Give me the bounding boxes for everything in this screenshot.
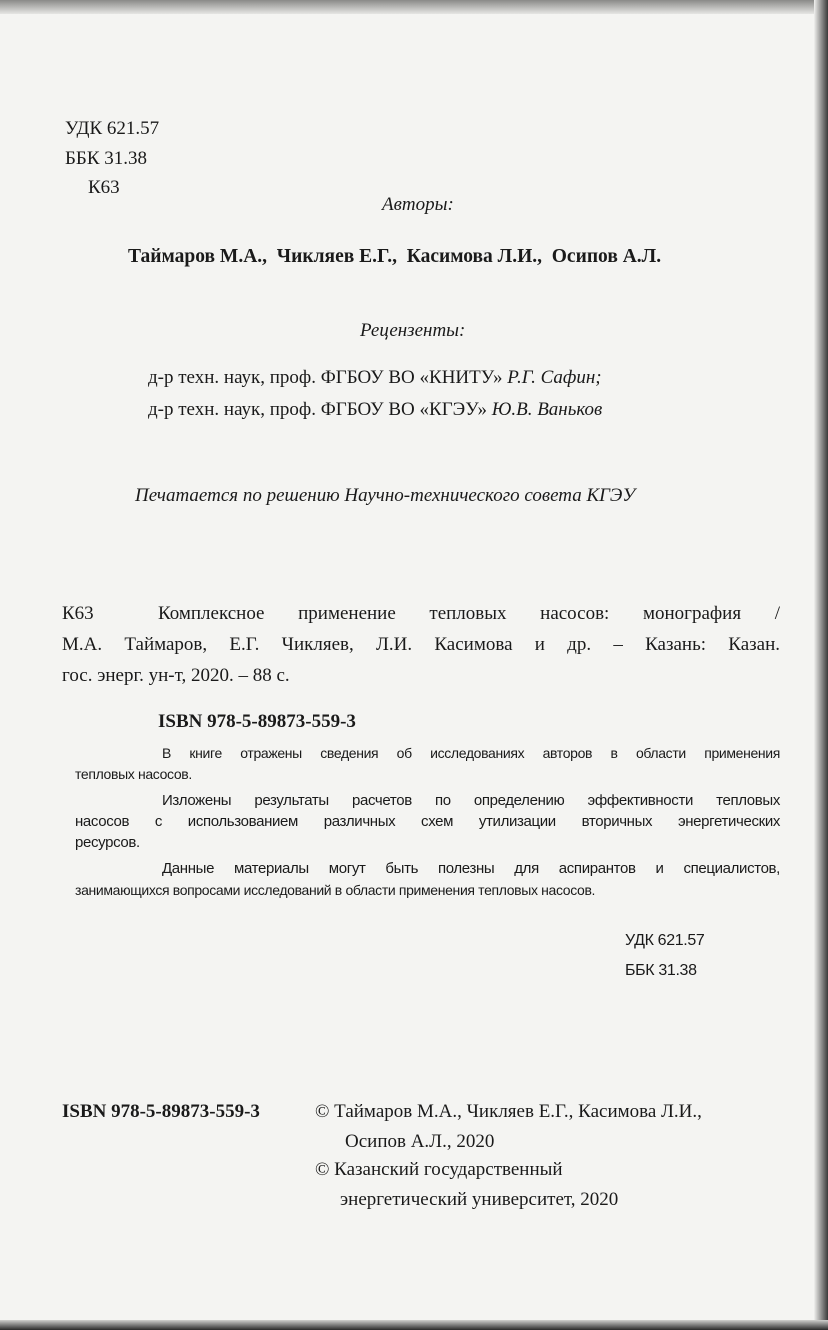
abstract-line: занимающихся вопросами исследований в области применения тепловых насосов.: [75, 882, 596, 898]
authors-label: Авторы:: [382, 194, 454, 215]
bib-mark: К63: [62, 603, 94, 624]
reviewer-name: Р.Г. Сафин;: [507, 367, 602, 388]
reviewer-title: д-р техн. наук, проф. ФГБОУ ВО «КГЭУ»: [148, 399, 487, 420]
bib-line: гос. энерг. ун-т, 2020. – 88 с.: [62, 665, 290, 686]
reviewer-line: [148, 399, 602, 421]
copyright-line: © Таймаров М.А., Чикляев Е.Г., Касимова Л.И.,: [315, 1101, 702, 1122]
authors-list: [128, 246, 661, 268]
page-top-shadow: [0, 0, 828, 14]
author-mark: К63: [88, 177, 120, 198]
bib-line: М.А. Таймаров, Е.Г. Чикляев, Л.И. Касимова и др. – Казань: Казан.: [62, 634, 780, 655]
isbn: ISBN 978-5-89873-559-3: [158, 711, 356, 732]
copyright-line: © Казанский государственный: [315, 1159, 563, 1180]
print-note: Печатается по решению Научно-технического совета КГЭУ: [135, 485, 636, 506]
footer-bbk: ББК 31.38: [625, 962, 697, 979]
abstract-line: Данные материалы могут быть полезны для аспирантов и специалистов,: [162, 860, 780, 877]
copyright-line: энергетический университет, 2020: [340, 1189, 619, 1210]
abstract-line: тепловых насосов.: [75, 766, 192, 782]
reviewer-name: Ю.В. Ваньков: [491, 399, 603, 420]
abstract-line: В книге отражены сведения об исследованиях авторов в области применения: [162, 745, 780, 761]
page-bottom-edge: [0, 1320, 828, 1330]
copyright-line: Осипов А.Л., 2020: [345, 1131, 495, 1152]
abstract-line: Изложены результаты расчетов по определению эффективности тепловых: [162, 792, 780, 809]
author: Осипов А.Л.: [551, 246, 662, 267]
bbk-code: ББК 31.38: [65, 148, 147, 169]
page-right-edge: [814, 0, 828, 1330]
abstract-line: ресурсов.: [75, 834, 140, 851]
author: Таймаров М.А.,: [128, 246, 268, 267]
copyright-isbn: ISBN 978-5-89873-559-3: [62, 1101, 260, 1122]
reviewer-title: д-р техн. наук, проф. ФГБОУ ВО «КНИТУ»: [148, 367, 503, 388]
author: Чикляев Е.Г.,: [276, 246, 397, 267]
reviewer-line: [148, 367, 602, 389]
bib-line: Комплексное применение тепловых насосов: монография /: [158, 603, 780, 624]
udk-code: УДК 621.57: [65, 118, 160, 139]
reviewers-label: Рецензенты:: [360, 320, 466, 341]
abstract-line: насосов с использованием различных схем утилизации вторичных энергетических: [75, 813, 780, 830]
author: Касимова Л.И.,: [406, 246, 543, 267]
footer-udk: УДК 621.57: [625, 932, 705, 949]
